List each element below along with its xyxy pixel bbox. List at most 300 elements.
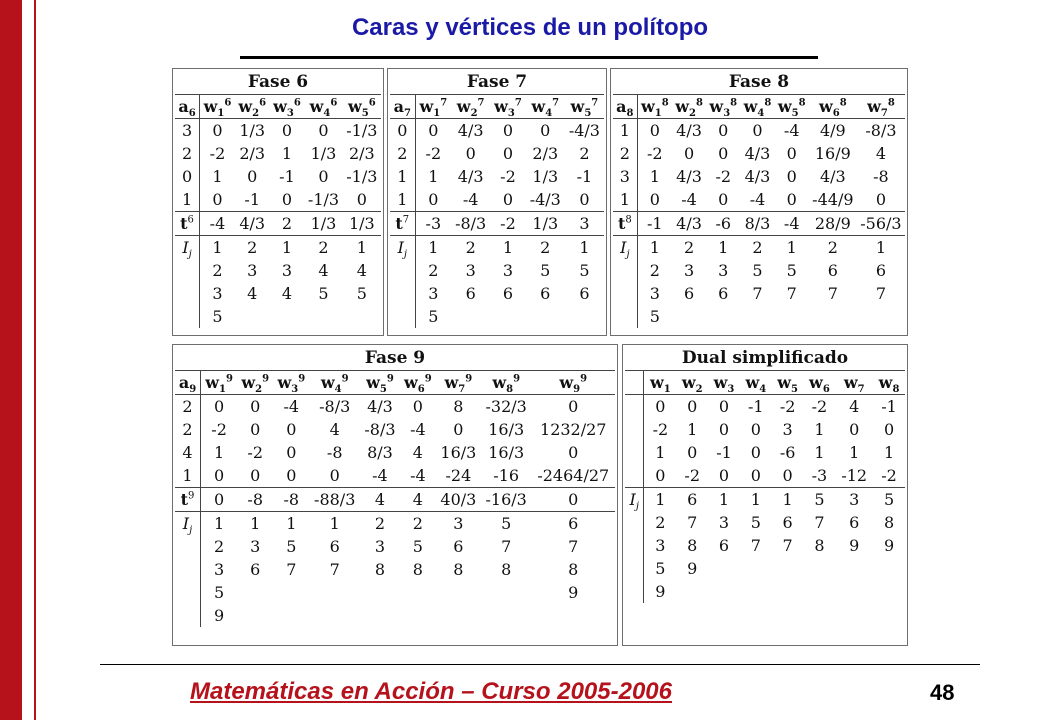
- matrix-cell: 2/3: [532, 144, 559, 163]
- index-cell: [436, 604, 481, 627]
- matrix-cell: 4: [175, 441, 201, 464]
- matrix-cell: -1/3: [346, 121, 378, 140]
- index-cell: 1: [502, 238, 514, 257]
- table-caption: Dual simplificado: [625, 347, 905, 371]
- index-cell: 2: [318, 238, 329, 257]
- index-cell: 1: [250, 514, 261, 533]
- matrix-cell: 2/3: [348, 144, 375, 163]
- t-row-cell: 4: [400, 488, 436, 512]
- title-underline: [240, 56, 818, 59]
- matrix-cell: 16/9: [814, 144, 851, 163]
- index-cell: 6: [718, 536, 730, 555]
- matrix-cell: 1: [883, 443, 895, 462]
- index-cell: 1: [579, 238, 590, 257]
- index-cell: 2: [465, 238, 476, 257]
- matrix-cell: 0: [683, 144, 695, 163]
- column-header: $w_5^7$: [565, 95, 604, 119]
- matrix-cell: 4: [329, 420, 340, 439]
- matrix-cell: -8/3: [364, 420, 396, 439]
- matrix-cell: 0: [318, 167, 329, 186]
- ij-label: $I_j$: [613, 236, 637, 260]
- table-fase-8: [610, 68, 908, 336]
- ij-label: $I_j$: [390, 236, 415, 260]
- matrix-cell: 0: [718, 466, 730, 485]
- index-cell: 2: [540, 238, 551, 257]
- index-cell: [526, 305, 565, 328]
- index-cell: [857, 305, 905, 328]
- table-fase-7: [387, 68, 607, 336]
- index-cell: 2: [374, 514, 386, 533]
- index-cell: 2: [752, 238, 763, 257]
- index-cell: 6: [453, 537, 464, 556]
- column-header: $w_5^6$: [343, 95, 381, 119]
- index-cell: 6: [782, 513, 793, 532]
- matrix-cell: 0: [281, 190, 293, 209]
- matrix-cell: 0: [649, 190, 660, 209]
- index-cell: [309, 581, 360, 604]
- t-row-cell: 0: [201, 488, 238, 512]
- index-cell: 7: [329, 560, 340, 579]
- column-header: $w_1$: [644, 371, 676, 395]
- index-cell: 5: [804, 488, 836, 512]
- index-cell: [237, 581, 273, 604]
- index-cell: 2: [655, 513, 666, 532]
- index-cell: 3: [718, 513, 730, 532]
- matrix-cell: -2: [811, 397, 828, 416]
- index-cell: 5: [752, 261, 763, 280]
- matrix-cell: 0: [412, 397, 423, 416]
- index-cell: 9: [687, 559, 698, 578]
- index-cell: [273, 604, 309, 627]
- matrix-cell: 16/3: [488, 420, 525, 439]
- matrix-cell: 0: [250, 466, 261, 485]
- index-cell: 1: [286, 514, 297, 533]
- matrix-cell: 0: [540, 121, 551, 140]
- column-header: $w_5^8$: [775, 95, 809, 119]
- index-cell: 6: [849, 513, 860, 532]
- table-caption: Fase 7: [390, 71, 604, 95]
- matrix-cell: 1: [649, 167, 660, 186]
- index-cell: 5: [501, 514, 512, 533]
- t-row-cell: -8: [237, 488, 273, 512]
- index-cell: 1: [214, 514, 225, 533]
- index-cell: [436, 581, 481, 604]
- column-header: $a_6$: [175, 95, 200, 119]
- index-cell: 8: [687, 536, 698, 555]
- matrix-cell: 1: [655, 443, 666, 462]
- index-cell: 6: [827, 261, 838, 280]
- matrix-cell: -4: [283, 397, 300, 416]
- matrix-cell: -1: [244, 190, 261, 209]
- column-header: $w_2^7$: [451, 95, 490, 119]
- matrix-cell: 0: [718, 397, 730, 416]
- t-row-cell: 2: [270, 212, 305, 236]
- matrix-cell: 2: [613, 142, 637, 165]
- left-accent-bar: [0, 0, 22, 720]
- matrix-cell: 0: [875, 190, 887, 209]
- column-header: $w_4^6$: [304, 95, 342, 119]
- index-cell: 8: [883, 513, 895, 532]
- tableau: [613, 71, 905, 328]
- matrix-cell: 0: [318, 121, 329, 140]
- index-cell: 7: [501, 537, 512, 556]
- ij-label: [175, 535, 201, 558]
- matrix-cell: 1: [814, 443, 825, 462]
- matrix-cell: -4: [410, 420, 426, 439]
- matrix-cell: 4/3: [457, 167, 484, 186]
- matrix-cell: 0: [286, 443, 297, 462]
- matrix-cell: 0: [212, 121, 223, 140]
- matrix-cell: -8: [873, 167, 889, 186]
- index-cell: 1: [428, 238, 439, 257]
- tableau: [625, 347, 905, 603]
- matrix-cell: -2: [500, 167, 516, 186]
- matrix-cell: -2: [647, 144, 663, 163]
- matrix-cell: 1: [390, 188, 415, 212]
- t-row-cell: -6: [706, 212, 740, 236]
- matrix-cell: -4: [749, 190, 766, 209]
- t-row-cell: -16/3: [481, 488, 532, 512]
- column-header: $w_2^9$: [237, 371, 273, 395]
- matrix-cell: 8/3: [367, 443, 393, 462]
- ij-label: [390, 282, 415, 305]
- matrix-cell: 0: [428, 190, 439, 209]
- index-cell: [400, 604, 436, 627]
- index-cell: [343, 305, 381, 328]
- ij-label: $I_j$: [175, 512, 201, 536]
- matrix-cell: -2: [684, 466, 701, 485]
- matrix-cell: 0: [390, 119, 415, 143]
- index-cell: 5: [212, 307, 223, 326]
- matrix-cell: 4: [875, 144, 887, 163]
- index-cell: 3: [465, 261, 476, 280]
- index-cell: 3: [428, 284, 439, 303]
- ij-label: [175, 305, 200, 328]
- table-caption: Fase 6: [175, 71, 381, 95]
- matrix-cell: 0: [883, 420, 895, 439]
- index-cell: 5: [649, 307, 660, 326]
- column-header: $w_6^9$: [400, 371, 436, 395]
- index-cell: [740, 305, 774, 328]
- index-cell: [270, 305, 305, 328]
- matrix-cell: 1: [281, 144, 293, 163]
- matrix-cell: 0: [502, 121, 514, 140]
- index-cell: [304, 305, 342, 328]
- t-row-cell: -8: [273, 488, 309, 512]
- index-cell: 9: [214, 606, 225, 625]
- column-header: $w_1^7$: [415, 95, 451, 119]
- index-cell: 2: [412, 514, 423, 533]
- t-row-cell: 28/9: [809, 212, 857, 236]
- index-cell: 3: [683, 261, 695, 280]
- ij-label: [613, 259, 637, 282]
- t-row-label: $t^9$: [175, 488, 201, 512]
- index-cell: [481, 581, 532, 604]
- index-cell: 8: [568, 560, 579, 579]
- footer-course-link[interactable]: Matemáticas en Acción – Curso 2005-2006: [190, 678, 673, 705]
- index-cell: 4: [318, 261, 329, 280]
- matrix-cell: 1: [687, 420, 698, 439]
- matrix-cell: 8: [453, 397, 464, 416]
- matrix-cell: 1: [814, 420, 825, 439]
- index-cell: [490, 305, 526, 328]
- column-header: $w_4^7$: [526, 95, 565, 119]
- matrix-cell: 16/3: [488, 443, 525, 462]
- slide-title: Caras y vértices de un polítopo: [351, 14, 709, 41]
- matrix-cell: -3: [811, 466, 828, 485]
- index-cell: 1: [786, 238, 797, 257]
- matrix-cell: 2: [579, 144, 590, 163]
- index-cell: 5: [579, 261, 590, 280]
- index-cell: 3: [212, 284, 223, 303]
- column-header: $w_2$: [676, 371, 708, 395]
- index-cell: 8: [412, 560, 423, 579]
- index-cell: [360, 581, 400, 604]
- matrix-cell: 0: [750, 420, 761, 439]
- index-cell: [672, 305, 706, 328]
- index-cell: 2: [212, 261, 223, 280]
- t-row-cell: 8/3: [740, 212, 774, 236]
- index-cell: 6: [683, 284, 695, 303]
- column-header: $w_4$: [740, 371, 772, 395]
- matrix-cell: -1: [576, 167, 593, 186]
- matrix-cell: -1/3: [346, 167, 378, 186]
- matrix-cell: 0: [568, 397, 579, 416]
- t-row-cell: 40/3: [436, 488, 481, 512]
- ij-label: [613, 305, 637, 328]
- t-row-label: $t^6$: [175, 212, 200, 236]
- index-cell: 1: [281, 238, 293, 257]
- matrix-cell: 0: [687, 443, 698, 462]
- index-cell: 3: [374, 537, 386, 556]
- ij-label: [625, 511, 644, 534]
- column-header: $a_7$: [390, 95, 415, 119]
- t-row-cell: -4: [775, 212, 809, 236]
- index-cell: 2: [247, 238, 258, 257]
- matrix-cell: 1/3: [239, 121, 266, 140]
- index-cell: [772, 580, 804, 603]
- index-cell: [740, 557, 772, 580]
- index-cell: [451, 305, 490, 328]
- index-cell: 5: [356, 284, 367, 303]
- ij-label: [390, 259, 415, 282]
- column-header: $w_4^8$: [740, 95, 774, 119]
- index-cell: 7: [786, 284, 797, 303]
- index-cell: [835, 580, 873, 603]
- ij-label: [625, 557, 644, 580]
- matrix-cell: -8: [326, 443, 343, 462]
- matrix-cell: -1/3: [307, 190, 340, 209]
- table-caption: Fase 8: [613, 71, 905, 95]
- index-cell: 1: [644, 488, 676, 512]
- index-cell: [235, 305, 270, 328]
- index-cell: 7: [286, 560, 297, 579]
- index-cell: 7: [827, 284, 838, 303]
- matrix-cell: 0: [465, 144, 476, 163]
- t-row-cell: -88/3: [309, 488, 360, 512]
- index-cell: 1: [772, 488, 804, 512]
- matrix-cell: 4: [412, 443, 423, 462]
- t-row-cell: 0: [532, 488, 615, 512]
- matrix-cell: -4/3: [529, 190, 561, 209]
- matrix-cell: 1: [390, 165, 415, 188]
- matrix-cell: 0: [502, 144, 514, 163]
- matrix-cell: -32/3: [485, 397, 527, 416]
- index-cell: 8: [814, 536, 825, 555]
- matrix-cell: 4/3: [744, 167, 771, 186]
- matrix-cell: -1: [748, 397, 764, 416]
- t-row-cell: -3: [415, 212, 451, 236]
- index-cell: 1: [356, 238, 367, 257]
- left-accent-line: [34, 0, 36, 720]
- column-header: $w_1^8$: [637, 95, 672, 119]
- ij-label: [613, 282, 637, 305]
- matrix-cell: -8/3: [319, 397, 351, 416]
- index-cell: [804, 557, 836, 580]
- matrix-cell: [625, 441, 644, 464]
- matrix-cell: 0: [786, 144, 797, 163]
- ij-label: [625, 580, 644, 603]
- matrix-cell: -4: [783, 121, 800, 140]
- index-cell: 2: [214, 537, 225, 556]
- index-cell: 6: [676, 488, 708, 512]
- index-cell: 5: [428, 307, 439, 326]
- t-row-cell: -8/3: [451, 212, 490, 236]
- index-cell: 5: [873, 488, 905, 512]
- matrix-cell: 0: [568, 443, 579, 462]
- index-cell: 6: [579, 284, 590, 303]
- index-cell: [676, 580, 708, 603]
- matrix-cell: 0: [655, 466, 666, 485]
- index-cell: 6: [718, 284, 729, 303]
- column-header: [625, 371, 644, 395]
- index-cell: 3: [835, 488, 873, 512]
- index-cell: [400, 581, 436, 604]
- index-cell: 6: [502, 284, 514, 303]
- matrix-cell: 4/3: [744, 144, 771, 163]
- matrix-cell: -44/9: [812, 190, 854, 209]
- matrix-cell: 2: [175, 418, 201, 441]
- matrix-cell: 0: [175, 165, 200, 188]
- table-fase-6: [172, 68, 384, 336]
- index-cell: 6: [250, 560, 261, 579]
- matrix-cell: 1: [175, 188, 200, 212]
- matrix-cell: 0: [281, 121, 293, 140]
- index-cell: 7: [687, 513, 698, 532]
- matrix-cell: 0: [649, 121, 660, 140]
- index-cell: 3: [502, 261, 514, 280]
- matrix-cell: -1: [279, 167, 295, 186]
- index-cell: 9: [883, 536, 895, 555]
- index-cell: 9: [849, 536, 860, 555]
- index-cell: 4: [281, 284, 293, 303]
- matrix-cell: 1: [175, 464, 201, 488]
- matrix-cell: 4/3: [676, 121, 702, 140]
- ij-label: [175, 259, 200, 282]
- t-row-label: $t^7$: [390, 212, 415, 236]
- matrix-cell: -6: [779, 443, 796, 462]
- index-cell: 5: [540, 261, 551, 280]
- column-header: $w_3^8$: [706, 95, 740, 119]
- index-cell: 7: [750, 536, 761, 555]
- index-cell: 5: [214, 583, 225, 602]
- matrix-cell: 0: [782, 466, 793, 485]
- matrix-cell: 0: [212, 190, 223, 209]
- ij-label: $I_j$: [625, 488, 644, 512]
- index-cell: 6: [329, 537, 340, 556]
- index-cell: [708, 580, 740, 603]
- matrix-cell: 3: [175, 119, 200, 143]
- column-header: $a_8$: [613, 95, 637, 119]
- index-cell: 7: [752, 284, 763, 303]
- column-header: $w_3^6$: [270, 95, 305, 119]
- index-cell: 6: [465, 284, 476, 303]
- index-cell: 6: [540, 284, 551, 303]
- matrix-cell: 1: [613, 119, 637, 143]
- t-row-cell: 4: [360, 488, 400, 512]
- index-cell: 1: [875, 238, 887, 257]
- index-cell: [740, 580, 772, 603]
- matrix-cell: -1: [716, 443, 732, 462]
- matrix-cell: -2464/27: [537, 466, 610, 485]
- matrix-cell: -2: [881, 466, 897, 485]
- matrix-cell: 1/3: [310, 144, 337, 163]
- index-cell: 2: [649, 261, 660, 280]
- matrix-cell: 4/3: [367, 397, 393, 416]
- index-cell: 3: [655, 536, 666, 555]
- matrix-cell: 4: [849, 397, 860, 416]
- column-header: $w_2^8$: [672, 95, 706, 119]
- index-cell: 5: [786, 261, 797, 280]
- matrix-cell: 0: [286, 420, 297, 439]
- t-row-label: $t^8$: [613, 212, 637, 236]
- matrix-cell: -2: [211, 420, 227, 439]
- matrix-cell: 1: [613, 188, 637, 212]
- footer-rule: [100, 664, 980, 665]
- column-header: $w_4^9$: [309, 371, 360, 395]
- column-header: $w_3$: [708, 371, 740, 395]
- column-header: $w_6^8$: [809, 95, 857, 119]
- index-cell: 7: [875, 284, 887, 303]
- index-cell: [835, 557, 873, 580]
- index-cell: 3: [247, 261, 258, 280]
- column-header: $w_7$: [835, 371, 873, 395]
- matrix-cell: 0: [752, 121, 763, 140]
- index-cell: [481, 604, 532, 627]
- matrix-cell: 2/3: [239, 144, 266, 163]
- tableau: [175, 71, 381, 328]
- index-cell: [873, 580, 905, 603]
- matrix-cell: 3: [782, 420, 793, 439]
- column-header: $w_7^8$: [857, 95, 905, 119]
- ij-label: $I_j$: [175, 236, 200, 260]
- column-header: $w_1^6$: [200, 95, 235, 119]
- matrix-cell: -16: [493, 466, 520, 485]
- index-cell: 5: [655, 559, 666, 578]
- matrix-cell: -2: [425, 144, 442, 163]
- matrix-cell: 0: [655, 397, 666, 416]
- matrix-cell: 0: [329, 466, 340, 485]
- matrix-cell: 0: [786, 167, 797, 186]
- t-row-cell: -1: [637, 212, 672, 236]
- ij-label: [175, 581, 201, 604]
- matrix-cell: -2: [715, 167, 732, 186]
- matrix-cell: 1: [849, 443, 860, 462]
- index-cell: 2: [428, 261, 439, 280]
- matrix-cell: -1: [881, 397, 897, 416]
- matrix-cell: [625, 464, 644, 488]
- index-cell: 4: [247, 284, 258, 303]
